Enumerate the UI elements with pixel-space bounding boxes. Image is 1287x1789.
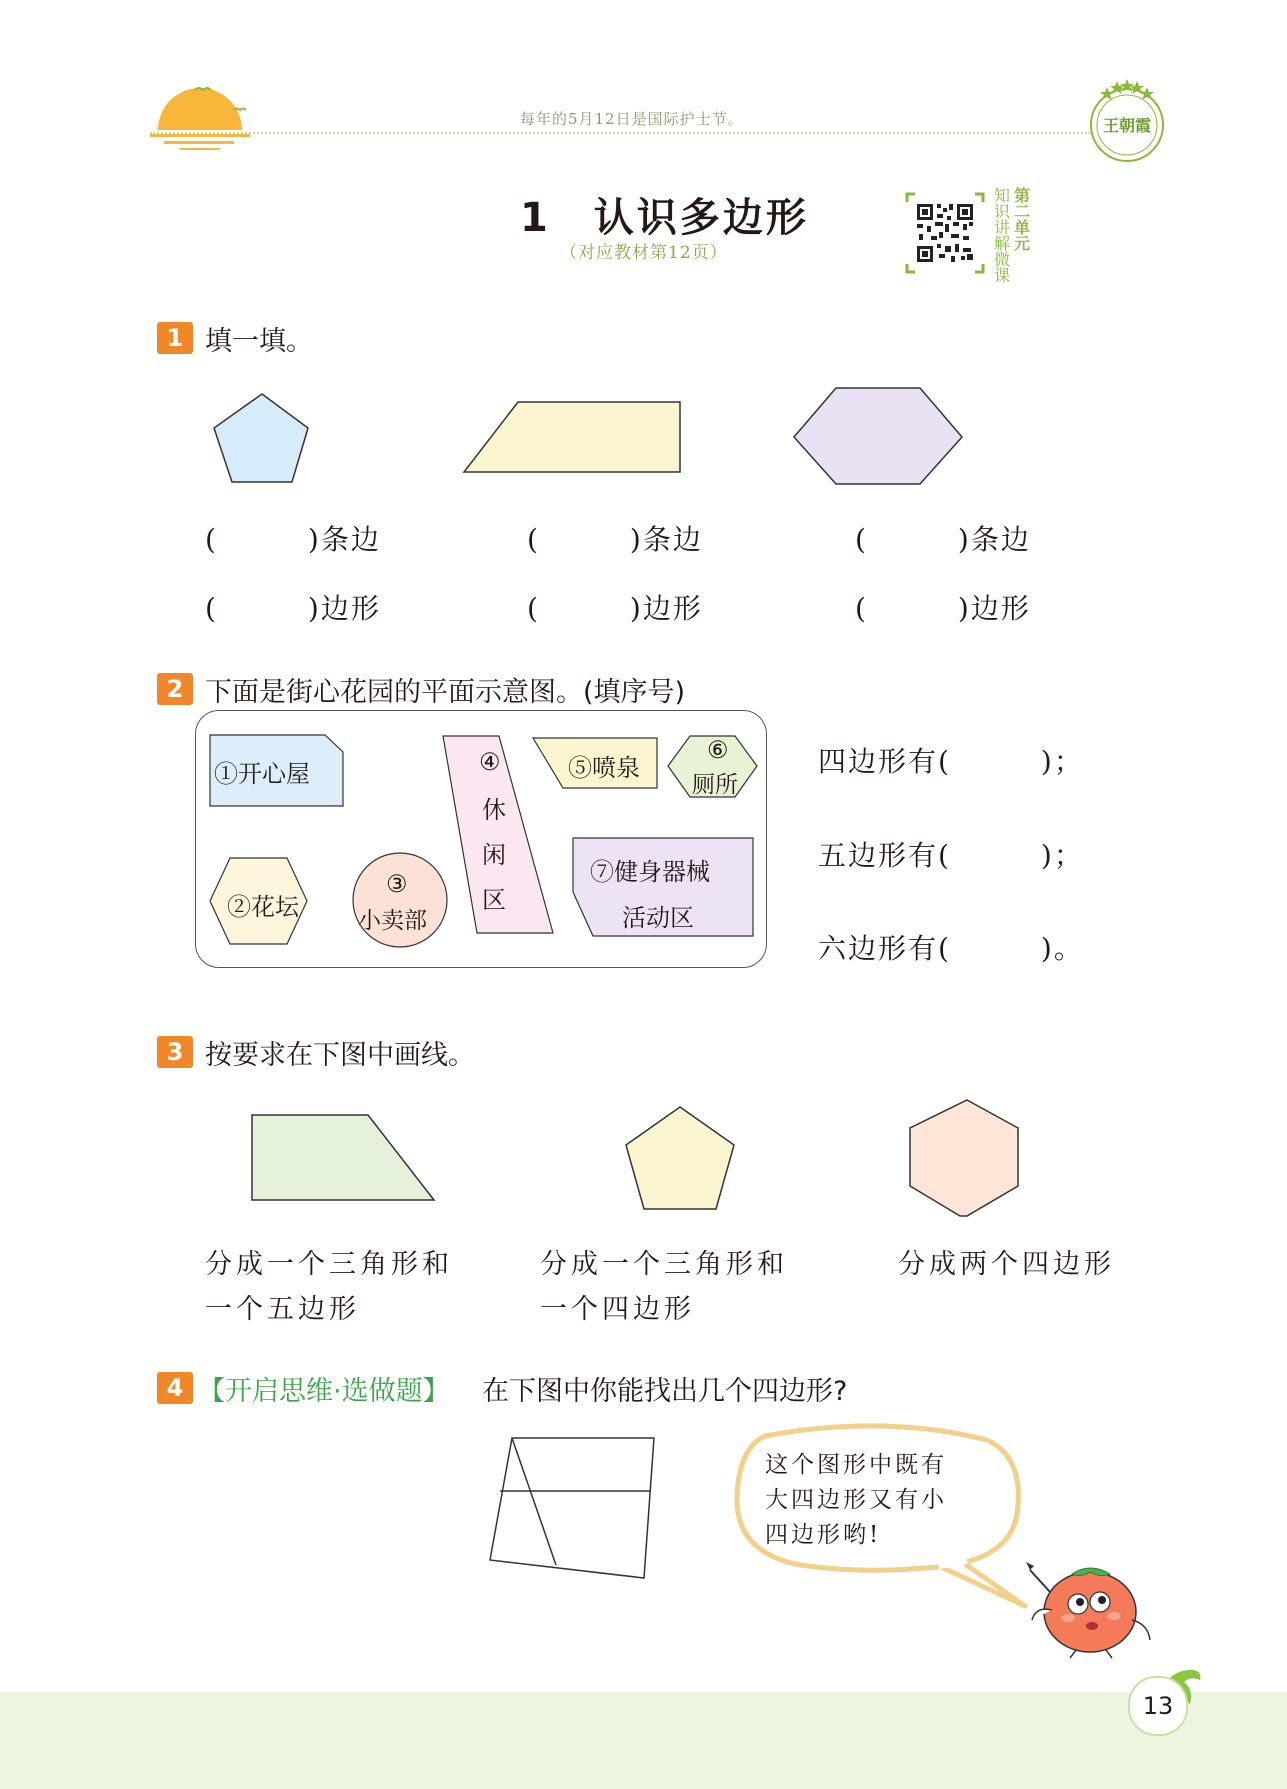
q3-caption-1-line1: 分成一个三角形和: [205, 1249, 453, 1280]
p7-label-line2: 活动区: [622, 904, 694, 932]
q1-number-badge: 1: [157, 322, 193, 354]
p2-label: ②花坛: [227, 893, 299, 921]
trapezoid-shape: [464, 402, 680, 472]
p7-label-line1: ⑦健身器械: [590, 858, 710, 886]
footer-band: [0, 1692, 1287, 1789]
q3-caption-3-line1: 分成两个四边形: [898, 1249, 1115, 1280]
q2-hexagon-answer[interactable]: 六边形有( )。: [818, 932, 1084, 965]
q4-instruction: 在下图中你能找出几个四边形?: [482, 1376, 848, 1407]
q1-hexagon-type-blank[interactable]: ( )边形: [855, 592, 1031, 625]
q3-number-badge: 3: [157, 1036, 193, 1068]
q4-tag: 【开启思维·选做题】: [198, 1376, 450, 1407]
q1-hexagon-sides-blank[interactable]: ( )条边: [855, 523, 1031, 556]
lesson-title: 1 认识多边形: [520, 195, 809, 241]
p4-number: ④: [479, 748, 501, 776]
q3-figures[interactable]: [240, 1095, 1100, 1235]
q3-caption-1-line2: 一个五边形: [205, 1294, 360, 1325]
pentagon-shape: [214, 394, 308, 482]
brand-logo: [1085, 75, 1170, 170]
q1-trapezoid-type-blank[interactable]: ( )边形: [527, 592, 703, 625]
lesson-subtitle: （对应教材第12页）: [560, 243, 728, 263]
q1-trapezoid-sides-blank[interactable]: ( )条边: [527, 523, 703, 556]
qr-code[interactable]: [905, 192, 985, 274]
q1-figures: [200, 380, 1000, 500]
hexagon-shape: [794, 388, 962, 484]
p3-label: 小卖部: [358, 908, 427, 934]
page-number: 13: [1128, 1676, 1188, 1736]
q2-quadrilateral-answer[interactable]: 四边形有( )；: [818, 745, 1084, 778]
q2-pentagon-answer[interactable]: 五边形有( )；: [818, 839, 1084, 872]
q1-instruction: 填一填。: [205, 326, 313, 357]
q3-pentagon-shape: [626, 1107, 734, 1209]
header-divider: [150, 132, 1090, 134]
brand-logo-text: 王朝霞: [1102, 116, 1152, 135]
q3-instruction: 按要求在下图中画线。: [205, 1040, 475, 1071]
q4-number-badge: 4: [157, 1372, 193, 1404]
p5-label: ⑤喷泉: [568, 754, 640, 782]
p4-char-1: 休: [482, 796, 506, 824]
p1-label: ①开心屋: [214, 760, 310, 788]
q2-instruction: 下面是街心花园的平面示意图。(填序号): [205, 677, 686, 708]
p6-number: ⑥: [707, 736, 729, 764]
q1-pentagon-sides-blank[interactable]: ( )条边: [205, 523, 381, 556]
tomato-mascot: [1020, 1550, 1160, 1660]
p4-char-2: 闲: [482, 841, 506, 869]
header-motto: 每年的5月12日是国际护士节。: [520, 110, 744, 128]
q4-quadrilateral-figure[interactable]: [480, 1430, 660, 1582]
p3-number: ③: [386, 870, 408, 898]
q3-hexagon-shape-fill: [910, 1100, 1018, 1216]
q1-pentagon-type-blank[interactable]: ( )边形: [205, 592, 381, 625]
q3-caption-2-line1: 分成一个三角形和: [540, 1249, 788, 1280]
speech-line-2: 大四边形又有小: [765, 1487, 947, 1513]
speech-line-1: 这个图形中既有: [765, 1452, 947, 1478]
speech-line-3: 四边形哟!: [765, 1522, 882, 1548]
q2-number-badge: 2: [157, 673, 193, 705]
p6-label: 厕所: [692, 772, 738, 798]
q3-caption-2-line2: 一个四边形: [540, 1294, 695, 1325]
qr-unit-label: 第二单元: [1014, 186, 1031, 253]
sunset-decoration: [150, 78, 260, 153]
qr-lesson-label: 知识讲解微课: [994, 186, 1011, 285]
q3-trapezoid-shape: [252, 1115, 434, 1200]
p4-char-3: 区: [482, 886, 506, 914]
